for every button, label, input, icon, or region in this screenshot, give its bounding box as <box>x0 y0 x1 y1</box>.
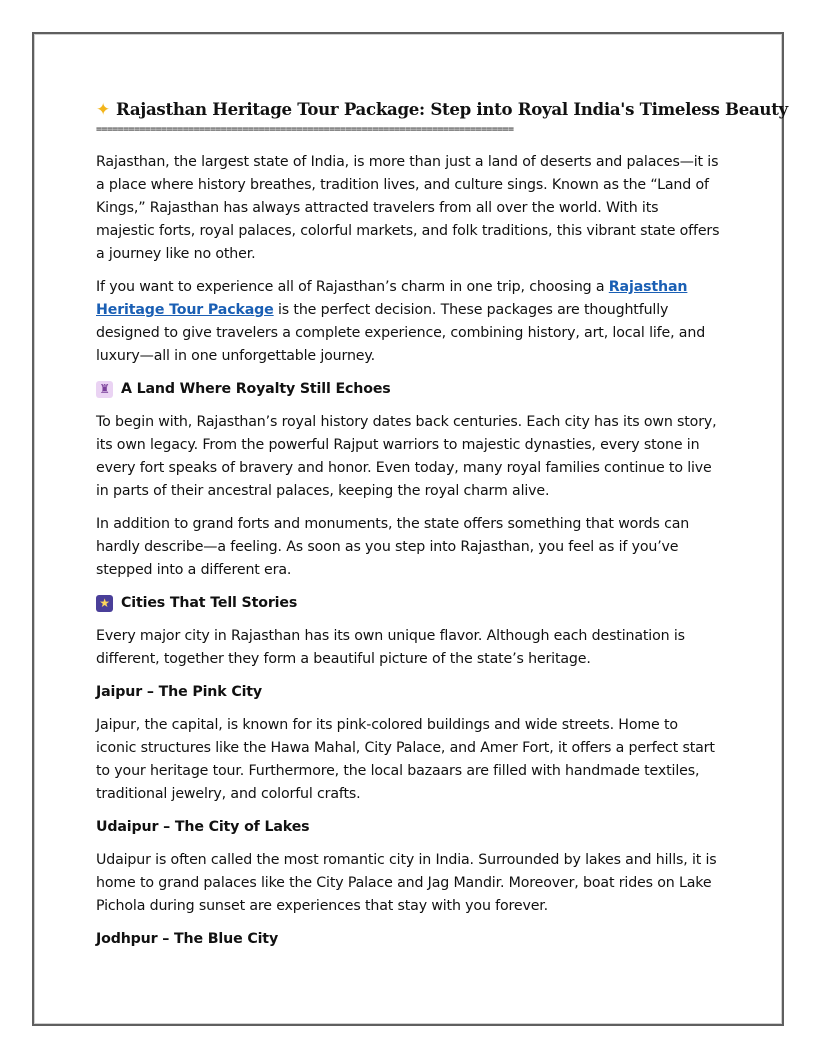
title-underline-rule: ============================================================================= <box>96 124 514 135</box>
intro-paragraph-2 <box>96 276 720 368</box>
city-text-udaipur: Udaipur is often called the most romantic city in India. Surrounded by lakes and hills, it is home to grand palaces like the City Palace and Jag Mandir. Moreover, boat rides on Lake Pichola during sunset are experiences that stay with you forever. <box>96 852 717 914</box>
night-city-icon: ★ <box>96 595 113 612</box>
document-body <box>96 96 788 961</box>
royalty-paragraph-1: To begin with, Rajasthan’s royal history dates back centuries. Each city has its own story, its own legacy. From the powerful Rajput warriors to majestic dynasties, every stone in every fort speaks of bravery and honor. Even today, many royal families continue to live in parts of their ancestral palaces, keeping the royal charm alive. <box>96 414 717 499</box>
section-heading-cities <box>96 592 720 615</box>
royalty-paragraph-2: In addition to grand forts and monuments, the state offers something that words can hardly describe—a feeling. As soon as you step into Rajasthan, you feel as if you’ve stepped into a different era. <box>96 516 690 578</box>
section-heading-cities-text: Cities That Tell Stories <box>121 595 298 611</box>
intro-paragraph: Rajasthan, the largest state of India, is more than just a land of deserts and palaces—it is a place where history breathes, tradition lives, and culture sings. Known as the “Land of Kings,” Rajasthan has always attracted travelers from all over the world. With its majestic forts, royal palaces, colorful markets, and folk traditions, this vibrant state offers a journey like no other. <box>96 154 720 262</box>
castle-icon: ♜ <box>96 381 113 398</box>
cities-paragraph: Every major city in Rajasthan has its own unique flavor. Although each destination is different, together they form a beautiful picture of the state’s heritage. <box>96 628 685 667</box>
intro-text-after: is the perfect decision. These packages are thoughtfully designed to give travelers a complete experience, combining history, art, local life, and luxury—all in one unforgettable journey. <box>96 302 706 364</box>
section-heading-royalty <box>96 378 720 401</box>
city-text-jaipur: Jaipur, the capital, is known for its pink-colored buildings and wide streets. Home to iconic structures like the Hawa Mahal, City Palace, and Amer Fort, it offers a perfect start to your heritage tour. Furthermore, the local bazaars are filled with handmade textiles, traditional jewelry, and colorful crafts. <box>96 717 715 802</box>
city-heading-udaipur: Udaipur – The City of Lakes <box>96 819 310 835</box>
city-heading-jaipur: Jaipur – The Pink City <box>96 684 263 700</box>
page-title-text: Rajasthan Heritage Tour Package: Step into Royal India's Timeless Beauty <box>115 99 788 119</box>
sparkles-icon: ✦ <box>96 100 110 120</box>
city-heading-jodhpur: Jodhpur – The Blue City <box>96 931 279 947</box>
rajasthan-heritage-tour-link[interactable]: Rajasthan Heritage Tour Package <box>96 279 688 318</box>
intro-text-before: If you want to experience all of Rajasthan’s charm in one trip, choosing a <box>96 279 609 295</box>
section-heading-royalty-text: A Land Where Royalty Still Echoes <box>121 381 391 397</box>
page-title <box>96 96 788 123</box>
